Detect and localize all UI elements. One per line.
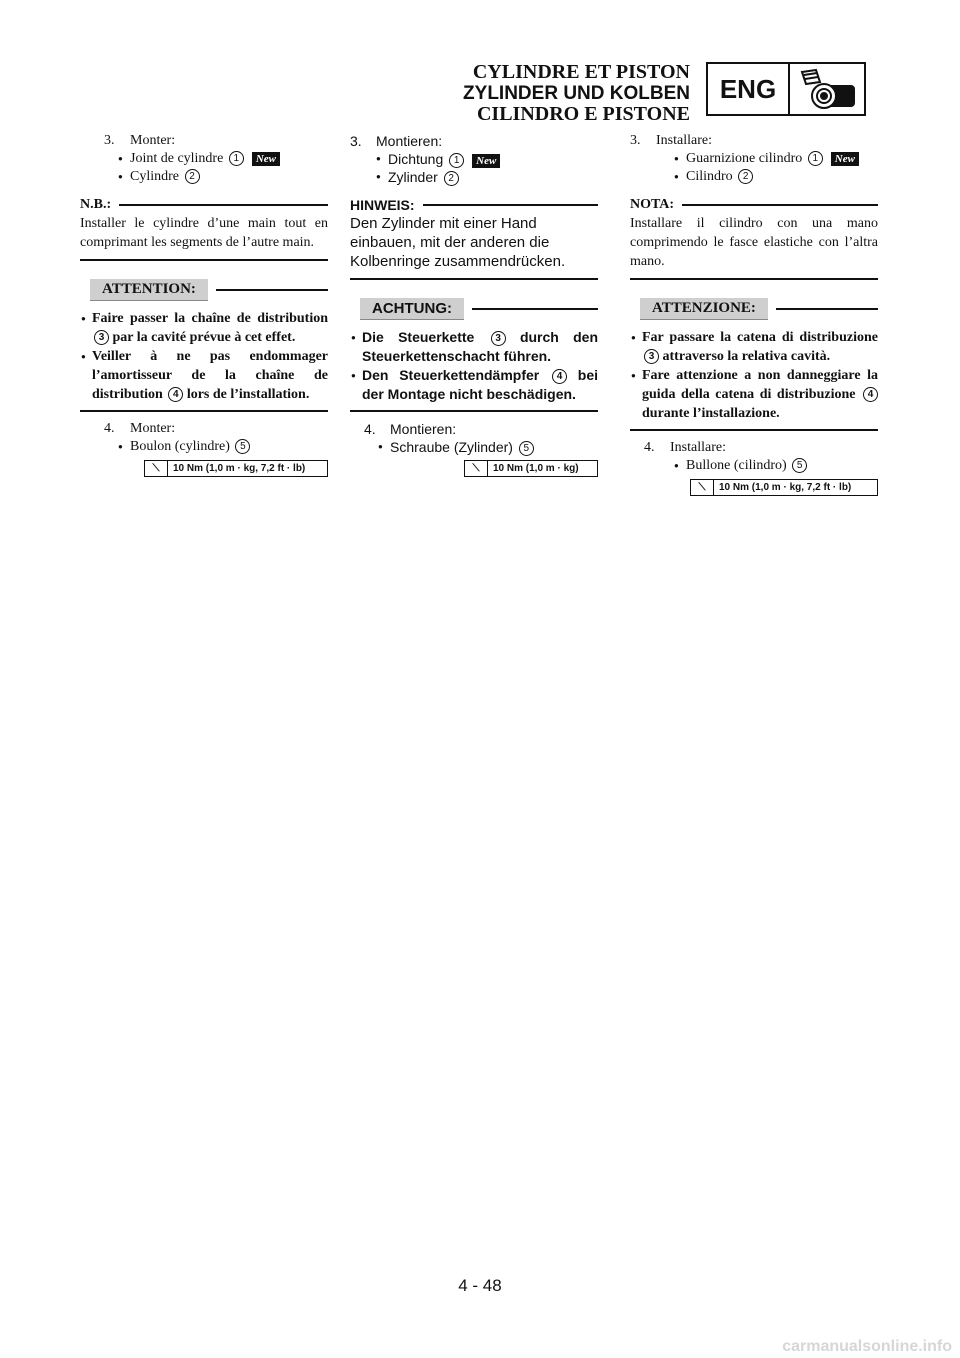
warning-list bbox=[350, 328, 598, 412]
section-label: ENG bbox=[708, 64, 790, 114]
warning-heading: ATTENTION: bbox=[80, 279, 328, 301]
torque-spec: ⟍ 10 Nm (1,0 m · kg, 7,2 ft · lb) bbox=[690, 479, 878, 496]
list-item: ● Dichtung 1 New bbox=[388, 150, 598, 168]
list-item: ● Boulon (cylindre) 5 bbox=[130, 438, 328, 456]
warning-list bbox=[630, 328, 878, 431]
torque-wrench-icon: ⟍ bbox=[145, 461, 168, 476]
step-3: 3. Installare: bbox=[630, 133, 712, 148]
torque-wrench-icon: ⟍ bbox=[691, 480, 714, 495]
warning-item: ● Faire passer la chaîne de distribution 3 par la cavité prévue à cet effet. bbox=[92, 309, 328, 347]
note-heading: NOTA: bbox=[630, 196, 878, 214]
note-text: Installer le cylindre d’une main tout en comprimant les segments de l’autre main. bbox=[80, 214, 328, 261]
warning-item: ● Den Steuerkettendämpfer 4 bei der Montage nicht beschädigen. bbox=[362, 366, 598, 404]
note-heading: N.B.: bbox=[80, 196, 328, 214]
watermark: carmanualsonline.info bbox=[782, 1338, 952, 1355]
new-badge: New bbox=[831, 152, 859, 166]
warning-item: ● Fare attenzione a non danneggiare la guida della catena di distribuzione 4 durante l’installazione. bbox=[642, 366, 878, 423]
new-badge: New bbox=[252, 152, 280, 166]
column-german bbox=[350, 132, 598, 477]
note-text: Den Zylinder mit einer Hand einbauen, mit der anderen die Kolbenringe zusammendrücken. bbox=[350, 214, 598, 280]
step-3: 3. Monter: bbox=[104, 133, 176, 148]
column-italian bbox=[630, 132, 878, 496]
warning-item: ● Far passare la catena di distribuzione 3 attraverso la relativa cavità. bbox=[642, 328, 878, 366]
title-fr: CYLINDRE ET PISTON bbox=[472, 61, 690, 83]
page-number: 4 - 48 bbox=[458, 1276, 502, 1295]
step-4: 4. Installare: bbox=[644, 440, 726, 455]
warning-item: ● Veiller à ne pas endommager l’amortisseur de la chaîne de distribution 4 lors de l’installation. bbox=[92, 347, 328, 404]
warning-list bbox=[80, 309, 328, 412]
section-titles bbox=[463, 62, 690, 125]
warning-heading: ATTENZIONE: bbox=[630, 298, 878, 320]
list-item: ● Schraube (Zylinder) 5 bbox=[390, 438, 598, 456]
note-text: Installare il cilindro con una mano comprimendo le fasce elastiche con l’altra mano. bbox=[630, 214, 878, 280]
column-french bbox=[80, 132, 328, 477]
list-item: ● Cylindre 2 bbox=[130, 168, 328, 186]
list-item: ● Guarnizione cilindro 1 New bbox=[686, 150, 878, 168]
title-de: ZYLINDER UND KOLBEN bbox=[463, 83, 690, 104]
step-4: 4. Monter: bbox=[104, 421, 176, 436]
callout-number: 2 bbox=[185, 169, 200, 184]
torque-spec: ⟍ 10 Nm (1,0 m · kg) bbox=[464, 460, 598, 477]
title-it: CILINDRO E PISTONE bbox=[476, 103, 690, 125]
list-item: ● Joint de cylindre 1 New bbox=[130, 150, 328, 168]
warning-item: ● Die Steuerkette 3 durch den Steuerkettenschacht führen. bbox=[362, 328, 598, 366]
section-badge bbox=[706, 62, 866, 116]
note-heading: HINWEIS: bbox=[350, 196, 598, 214]
list-item: ● Cilindro 2 bbox=[686, 168, 878, 186]
callout-number: 1 bbox=[229, 151, 244, 166]
new-badge: New bbox=[472, 154, 500, 168]
engine-icon bbox=[790, 64, 864, 114]
step-4: 4. Montieren: bbox=[364, 421, 457, 437]
warning-heading: ACHTUNG: bbox=[350, 298, 598, 320]
list-item: ● Zylinder 2 bbox=[388, 168, 598, 186]
torque-spec: ⟍ 10 Nm (1,0 m · kg, 7,2 ft · lb) bbox=[144, 460, 328, 477]
torque-wrench-icon: ⟍ bbox=[465, 461, 488, 476]
step-3: 3. Montieren: bbox=[350, 133, 443, 149]
list-item: ● Bullone (cilindro) 5 bbox=[686, 457, 878, 475]
